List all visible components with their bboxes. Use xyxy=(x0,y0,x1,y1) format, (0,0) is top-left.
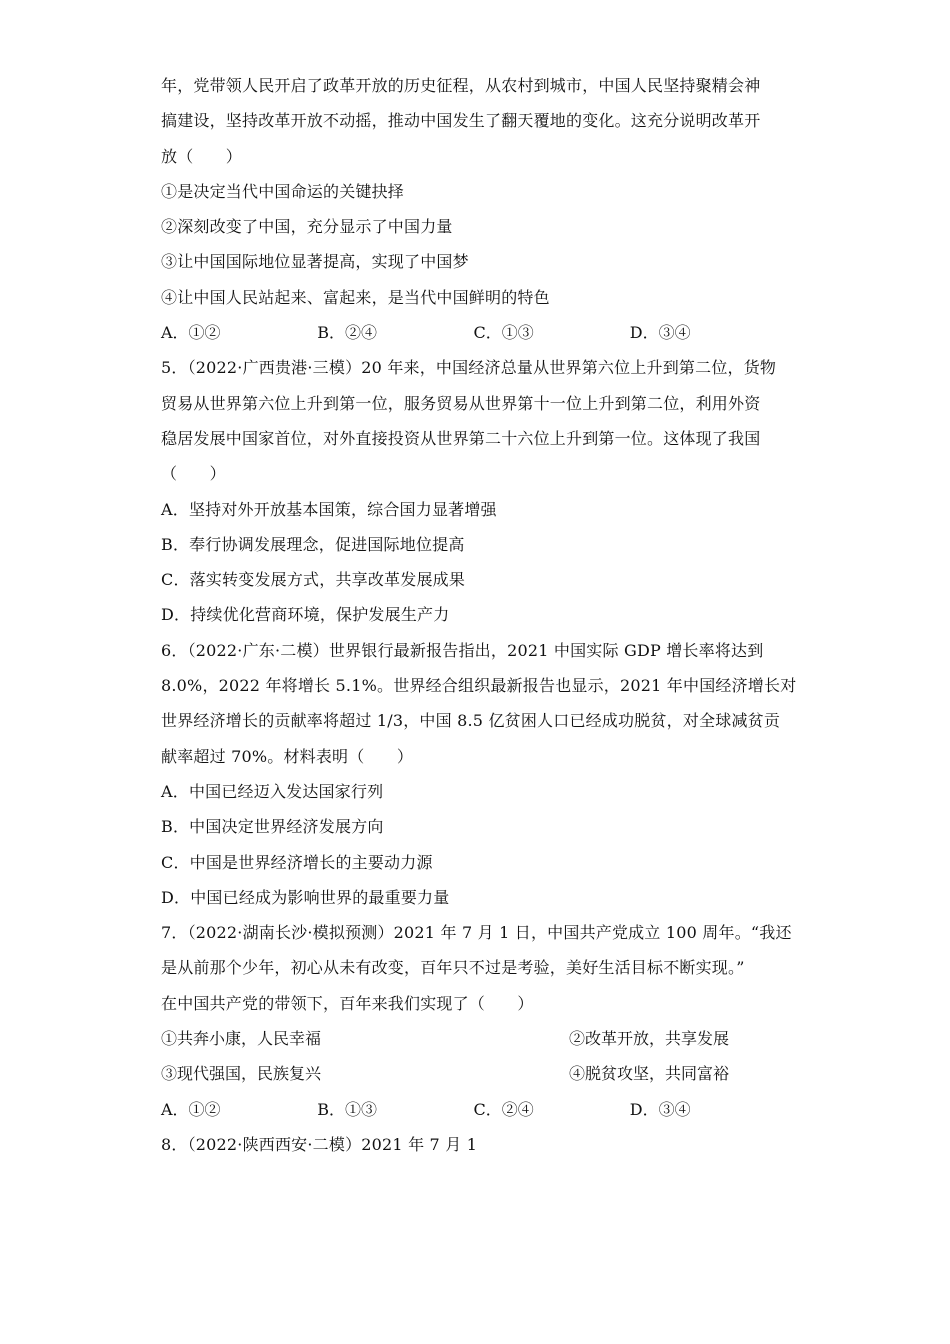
question-stem-line: 贸易从世界第六位上升到第一位，服务贸易从世界第十一位上升到第二位，利用外资 xyxy=(161,393,761,413)
question-stem-line: 稳居发展中国家首位，对外直接投资从世界第二十六位上升到第一位。这体现了我国 xyxy=(161,428,761,448)
question-stem-line: 献率超过 70%。材料表明（ ） xyxy=(161,746,414,766)
question-stem-line: 6．（2022·广东·二模）世界银行最新报告指出，2021 中国实际 GDP 增长率将达到 xyxy=(161,640,764,660)
question-7 xyxy=(161,919,792,1131)
option-b: B．奉行协调发展理念，促进国际地位提高 xyxy=(161,534,465,554)
option-d: D．中国已经成为影响世界的最重要力量 xyxy=(161,887,450,907)
option-a: A．①② xyxy=(161,1099,221,1119)
question-stem-line: 7．（2022·湖南长沙·模拟预测）2021 年 7 月 1 日，中国共产党成立 100 周年。“我还 xyxy=(161,923,792,943)
statement-3: ③现代强国，民族复兴 xyxy=(161,1064,322,1084)
statement-4: ④脱贫攻坚，共同富裕 xyxy=(569,1064,730,1084)
question-stem-line: 放（ ） xyxy=(161,146,243,166)
option-c: C．中国是世界经济增长的主要动力源 xyxy=(161,852,433,872)
statement-1: ①是决定当代中国命运的关键抉择 xyxy=(161,181,405,201)
statements-row xyxy=(161,1060,786,1095)
question-6 xyxy=(161,637,797,919)
question-stem-line: 世界经济增长的贡献率将超过 1/3，中国 8.5 亿贫困人口已经成功脱贫，对全球减贫贡 xyxy=(161,711,781,731)
option-b: B．中国决定世界经济发展方向 xyxy=(161,817,384,837)
statement-3: ③让中国国际地位显著提高，实现了中国梦 xyxy=(161,252,469,272)
option-c: C．②④ xyxy=(473,1099,534,1119)
option-c: C．①③ xyxy=(473,323,534,343)
option-a: A．坚持对外开放基本国策，综合国力显著增强 xyxy=(161,499,497,519)
option-a: A．中国已经迈入发达国家行列 xyxy=(161,781,384,801)
statements-row xyxy=(161,1025,786,1060)
option-d: D．③④ xyxy=(629,323,691,343)
statement-4: ④让中国人民站起来、富起来，是当代中国鲜明的特色 xyxy=(161,287,550,307)
option-d: D．③④ xyxy=(629,1099,691,1119)
question-stem-line: 5．（2022·广西贵港·三模）20 年来，中国经济总量从世界第六位上升到第二位，货物 xyxy=(161,358,777,378)
question-8 xyxy=(161,1131,786,1166)
question-stem-line: 8．（2022·陕西西安·二模）2021 年 7 月 1 xyxy=(161,1134,478,1154)
option-a: A．①② xyxy=(161,323,221,343)
question-stem-line: （ ） xyxy=(161,464,226,484)
statement-2: ②改革开放，共享发展 xyxy=(569,1029,730,1049)
option-d: D．持续优化营商环境，保护发展生产力 xyxy=(161,605,450,625)
option-b: B．①③ xyxy=(317,1099,378,1119)
question-stem-line: 搞建设，坚持改革开放不动摇，推动中国发生了翻天覆地的变化。这充分说明改革开 xyxy=(161,111,761,131)
question-stem-line: 在中国共产党的带领下，百年来我们实现了（ ） xyxy=(161,993,534,1013)
answer-options xyxy=(161,1096,786,1131)
statement-1: ①共奔小康，人民幸福 xyxy=(161,1029,322,1049)
document-page xyxy=(161,72,797,1166)
option-c: C．落实转变发展方式，共享改革发展成果 xyxy=(161,570,466,590)
option-b: B．②④ xyxy=(317,323,378,343)
question-stem-line: 8.0%，2022 年将增长 5.1%。世界经合组织最新报告也显示，2021 年中国经济增长对 xyxy=(161,676,797,696)
question-stem-line: 年，党带领人民开启了政革开放的历史征程，从农村到城市，中国人民坚持聚精会神 xyxy=(161,76,761,95)
question-stem-line: 是从前那个少年，初心从未有改变，百年只不过是考验，美好生活目标不断实现。” xyxy=(161,958,745,978)
question-5 xyxy=(161,354,786,636)
statement-2: ②深刻改变了中国，充分显示了中国力量 xyxy=(161,217,453,237)
question-4-continuation xyxy=(161,72,786,354)
answer-options xyxy=(161,319,786,354)
